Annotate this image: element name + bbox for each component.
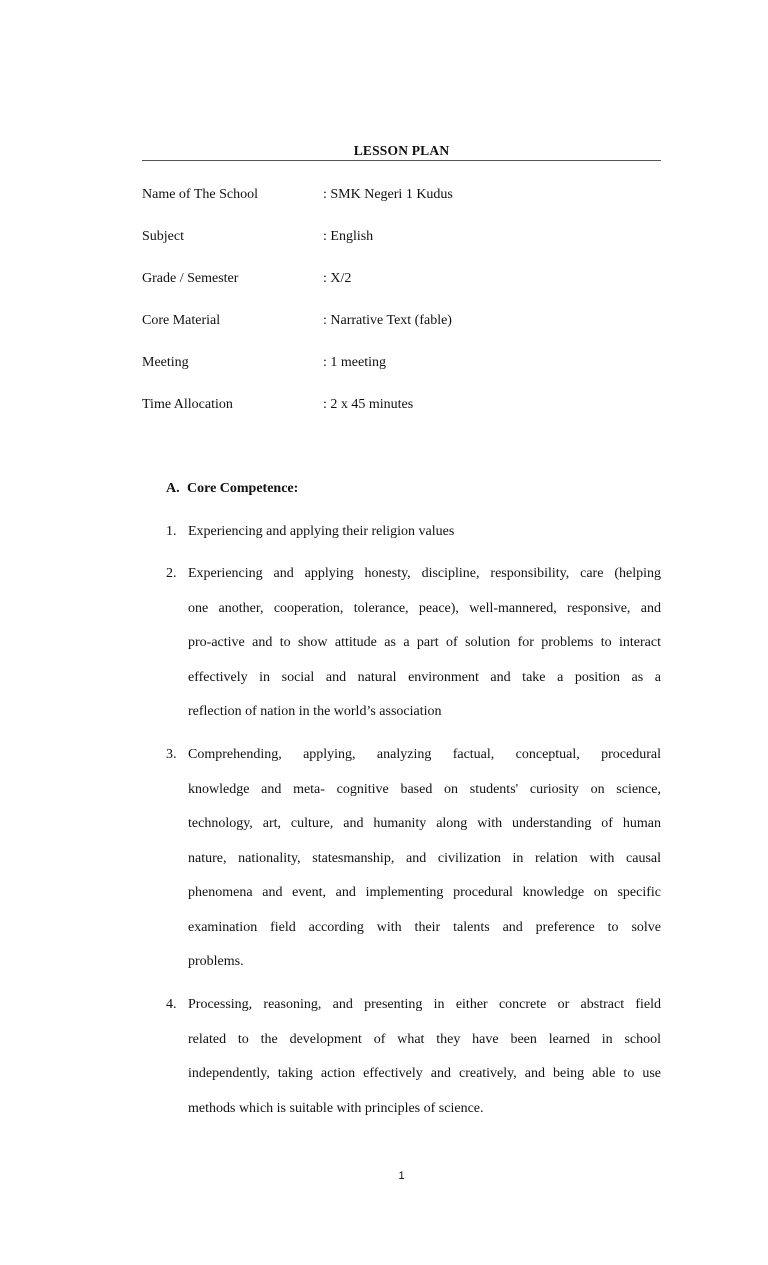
page-number: 1 — [398, 1170, 405, 1182]
info-label: Name of The School — [142, 187, 258, 202]
info-value: : Narrative Text (fable) — [323, 313, 452, 328]
section-heading-text: Core Competence: — [187, 481, 299, 496]
list-item-line: Experiencing and applying honesty, discipline, responsibility, care (helping — [188, 566, 661, 581]
title-underline — [142, 160, 661, 161]
list-item-line: Experiencing and applying their religion values — [188, 524, 455, 539]
list-item-line: related to the development of what they have been learned in school — [188, 1032, 661, 1047]
info-label: Grade / Semester — [142, 271, 239, 286]
info-value: : SMK Negeri 1 Kudus — [323, 187, 453, 202]
info-label: Core Material — [142, 313, 221, 328]
list-item-number: 3. — [166, 747, 177, 762]
list-item-line: technology, art, culture, and humanity along with understanding of human — [188, 816, 661, 831]
list-item-number: 1. — [166, 524, 177, 539]
info-value: : English — [323, 229, 374, 244]
list-item-line: knowledge and meta- cognitive based on students' curiosity on science, — [188, 782, 661, 797]
info-row-subject — [142, 229, 662, 249]
list-item-line: methods which is suitable with principles of science. — [188, 1101, 484, 1116]
info-row-core-material — [142, 313, 662, 333]
section-heading-core-competence — [166, 481, 298, 497]
list-item-line: reflection of nation in the world’s association — [188, 704, 442, 719]
info-value: : 2 x 45 minutes — [323, 397, 414, 412]
list-item-line: independently, taking action effectively and creatively, and being able to use — [188, 1066, 661, 1081]
section-letter: A. — [166, 481, 180, 496]
info-value: : 1 meeting — [323, 355, 386, 370]
list-item-number: 4. — [166, 997, 177, 1012]
list-item-line: nature, nationality, statesmanship, and civilization in relation with causal — [188, 851, 661, 866]
list-item-line: pro-active and to show attitude as a part of solution for problems to interact — [188, 635, 661, 650]
list-item-line: examination field according with their talents and preference to solve — [188, 920, 661, 935]
page-title: LESSON PLAN — [353, 143, 450, 158]
list-item-number: 2. — [166, 566, 177, 581]
list-item-line: one another, cooperation, tolerance, peace), well-mannered, responsive, and — [188, 601, 661, 616]
info-label: Time Allocation — [142, 397, 233, 412]
list-item-line: Comprehending, applying, analyzing factual, conceptual, procedural — [188, 747, 661, 762]
list-item-line: Processing, reasoning, and presenting in either concrete or abstract field — [188, 997, 661, 1012]
info-row-time-allocation — [142, 397, 662, 417]
list-item-line: effectively in social and natural environment and take a position as a — [188, 670, 661, 685]
info-row-school — [142, 187, 662, 207]
info-label: Subject — [142, 229, 184, 244]
list-item-line: phenomena and event, and implementing procedural knowledge on specific — [188, 885, 661, 900]
list-item-line: problems. — [188, 954, 244, 969]
info-row-meeting — [142, 355, 662, 375]
info-row-grade — [142, 271, 662, 291]
info-value: : X/2 — [323, 271, 352, 286]
info-label: Meeting — [142, 355, 189, 370]
